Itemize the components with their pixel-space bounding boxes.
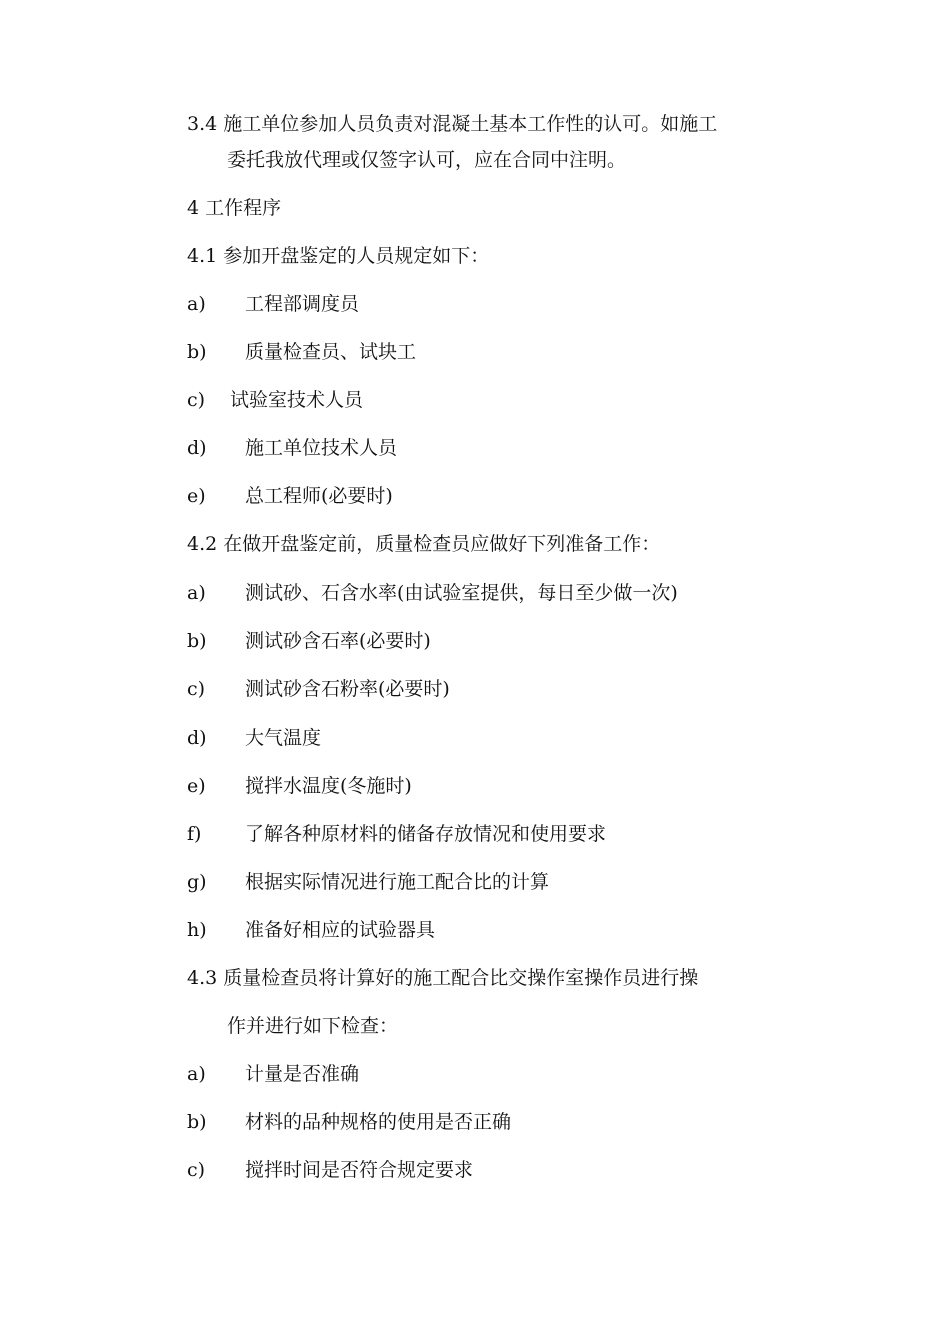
list-item-text: 材料的品种规格的使用是否正确 (245, 1111, 512, 1133)
list-item-text: 总工程师(必要时) (245, 485, 393, 507)
list-item (187, 918, 435, 942)
list-item-text: 了解各种原材料的储备存放情况和使用要求 (245, 823, 607, 845)
list-item-text: 工程部调度员 (245, 293, 360, 315)
list-item (187, 484, 393, 508)
paragraph-3-4-line-2: 委托我放代理或仅签字认可，应在合同中注明。 (227, 149, 627, 171)
list-item-text: 测试砂含石粉率(必要时) (245, 678, 450, 700)
list-item (187, 340, 416, 364)
list-item (187, 292, 359, 316)
list-item-label: a) (187, 1063, 206, 1085)
list-item-text: 搅拌水温度(冬施时) (245, 775, 412, 797)
list-item-label: c) (187, 678, 206, 700)
list-item-text: 准备好相应的试验器具 (245, 919, 436, 941)
list-item (187, 677, 450, 701)
list-item-label: c) (187, 1159, 206, 1181)
list-item (187, 774, 412, 798)
list-item (187, 822, 606, 846)
paragraph-4-3-line-2: 作并进行如下检查： (227, 1015, 399, 1037)
paragraph-4-1: 4.1 参加开盘鉴定的人员规定如下： (187, 245, 490, 267)
list-item-label: a) (187, 582, 206, 604)
list-item-label: f) (187, 823, 202, 845)
list-item-label: b) (187, 341, 207, 363)
list-item-label: b) (187, 1111, 207, 1133)
list-item-text: 测试砂含石率(必要时) (245, 630, 431, 652)
list-item-text: 根据实际情况进行施工配合比的计算 (245, 871, 550, 893)
list-item-label: b) (187, 630, 207, 652)
list-item-label: e) (187, 485, 206, 507)
list-item-label: h) (187, 919, 207, 941)
list-item-label: d) (187, 437, 207, 459)
list-item-label: c) (187, 389, 206, 411)
list-item-text: 试验室技术人员 (230, 389, 364, 411)
list-item-text: 质量检查员、试块工 (245, 341, 417, 363)
list-item-label: g) (187, 871, 207, 893)
list-item (187, 581, 678, 605)
list-item-label: e) (187, 775, 206, 797)
list-item (187, 629, 431, 653)
list-item-text: 搅拌时间是否符合规定要求 (245, 1159, 474, 1181)
paragraph-4-3-line-1: 4.3 质量检查员将计算好的施工配合比交操作室操作员进行操 (187, 967, 699, 989)
list-item-text: 计量是否准确 (245, 1063, 360, 1085)
list-item (187, 1158, 473, 1182)
list-item (187, 870, 549, 894)
paragraph-3-4-line-1: 3.4 施工单位参加人员负责对混凝土基本工作性的认可。如施工 (187, 113, 718, 135)
list-item-text: 测试砂、石含水率(由试验室提供，每日至少做一次) (245, 582, 678, 604)
paragraph-4-2: 4.2 在做开盘鉴定前，质量检查员应做好下列准备工作： (187, 533, 661, 555)
list-item (187, 1110, 511, 1134)
list-item (187, 436, 397, 460)
heading-4-work-procedure: 4 工作程序 (187, 197, 282, 219)
list-item-text: 大气温度 (245, 727, 322, 749)
list-item-label: d) (187, 727, 207, 749)
list-item (187, 1062, 359, 1086)
list-item-text: 施工单位技术人员 (245, 437, 398, 459)
list-item (187, 726, 321, 750)
list-item-label: a) (187, 293, 206, 315)
list-item (187, 388, 363, 412)
